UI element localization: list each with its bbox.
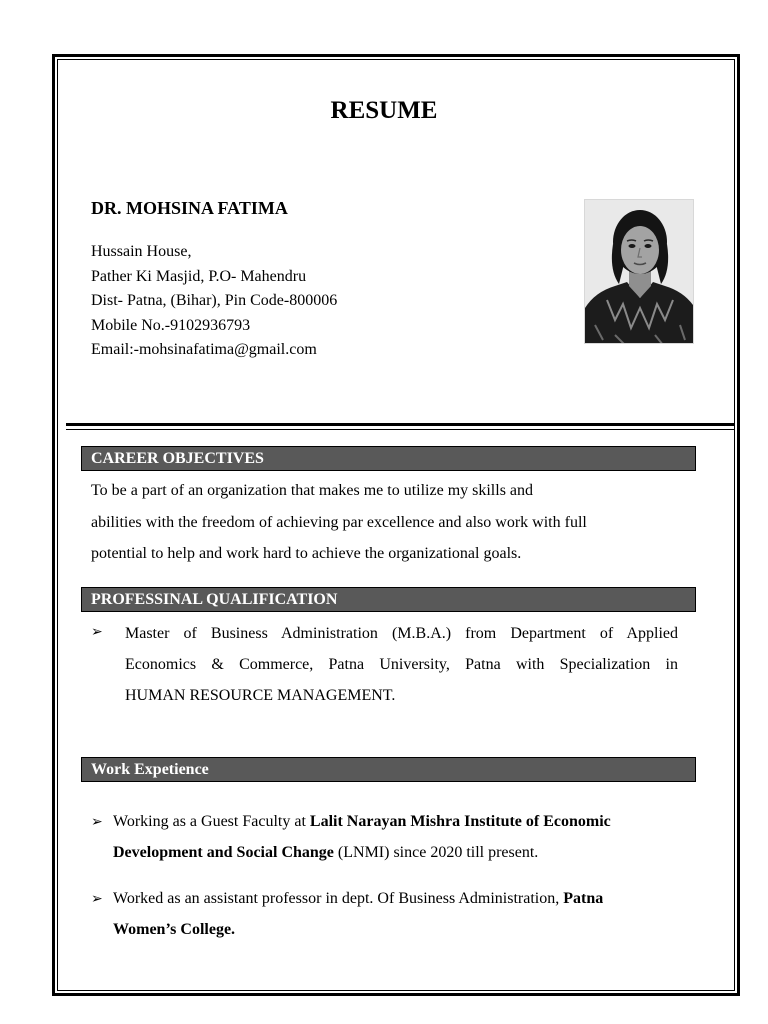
career-objective-line-3: potential to help and work hard to achieve the organizational goals. xyxy=(91,545,522,562)
contact-block xyxy=(91,240,337,363)
work-item-1-text: Working as a Guest Faculty at xyxy=(113,813,310,830)
work-item-2-college: Patna xyxy=(563,890,604,907)
career-objective-line-2: abilities with the freedom of achieving par excellence and also work with full xyxy=(91,514,587,531)
qualification-line-3: HUMAN RESOURCE MANAGEMENT. xyxy=(125,687,396,704)
work-item-1-institute-cont: Development and Social Change xyxy=(113,844,334,861)
work-experience-heading: Work Expetience xyxy=(81,757,696,782)
qualification-item xyxy=(125,618,678,711)
career-objectives-heading: CAREER OBJECTIVES xyxy=(81,446,696,471)
arrow-bullet-icon: ➢ xyxy=(91,625,103,640)
work-item-2-college-cont: Women’s College. xyxy=(113,921,236,938)
resume-title: RESUME xyxy=(330,97,438,124)
work-item-1-institute: Lalit Narayan Mishra Institute of Economic xyxy=(309,813,611,830)
mobile-number: Mobile No.-9102936793 xyxy=(91,316,251,334)
work-item-1-period: (LNMI) since 2020 till present. xyxy=(333,844,539,861)
arrow-bullet-icon: ➢ xyxy=(91,892,103,907)
profile-photo xyxy=(584,199,694,344)
qualification-line-1: Master of Business Administration (M.B.A.) from Department of Applied xyxy=(125,625,678,642)
email-address: Email:-mohsinafatima@gmail.com xyxy=(91,341,317,358)
header-divider-thin xyxy=(66,429,734,430)
professional-qualification-heading: PROFESSINAL QUALIFICATION xyxy=(81,587,696,612)
address-line-2: Pather Ki Masjid, P.O- Mahendru xyxy=(91,267,307,285)
work-item-1 xyxy=(91,806,691,868)
arrow-bullet-icon: ➢ xyxy=(91,815,103,830)
candidate-name: DR. MOHSINA FATIMA xyxy=(91,198,288,218)
qualification-line-2: Economics & Commerce, Patna University, Patna with Specialization in xyxy=(125,656,678,673)
work-item-2 xyxy=(91,883,691,945)
address-line-3: Dist- Patna, (Bihar), Pin Code-800006 xyxy=(91,292,338,309)
career-objective-line-1: To be a part of an organization that makes me to utilize my skills and xyxy=(91,482,534,499)
address-line-1: Hussain House, xyxy=(91,243,192,260)
header-divider-thick xyxy=(66,423,734,426)
work-item-2-text: Worked as an assistant professor in dept. Of Business Administration, xyxy=(113,890,564,907)
